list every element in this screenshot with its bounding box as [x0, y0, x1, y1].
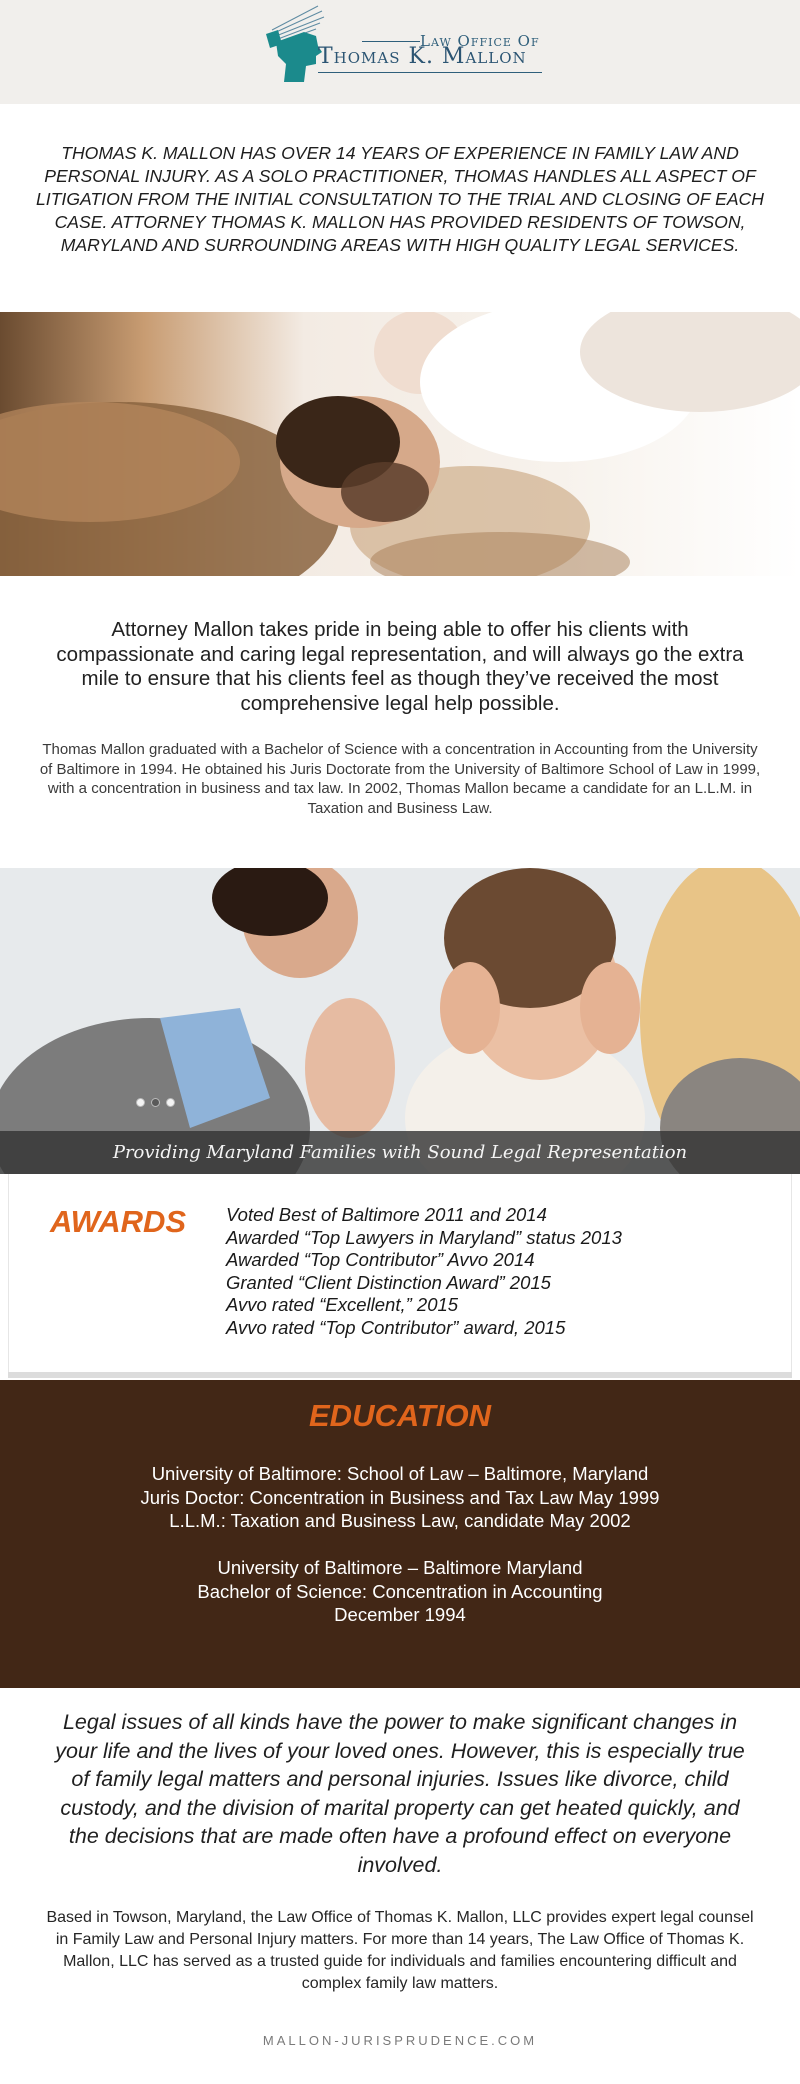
footer-website-link[interactable]: MALLON-JURISPRUDENCE.COM — [262, 2033, 538, 2048]
award-item: Awarded “Top Contributor” Avvo 2014 — [226, 1249, 535, 1270]
closing-body-text: Based in Towson, Maryland, the Law Office of Thomas K. Mallon, LLC provides expert legal counsel in Family Law and Personal Injury matters. For more than 14 years, The Law Office of Thomas K. Mallon, LLC has served as a trusted guide for individuals and families encountering difficult and complex family law matters. — [46, 1909, 754, 1992]
education-line: Bachelor of Science: Concentration in Accounting — [197, 1580, 603, 1602]
slider-dot-1[interactable] — [136, 1098, 145, 1107]
award-item: Avvo rated “Top Contributor” award, 2015 — [226, 1316, 566, 1338]
intro-text: THOMAS K. MALLON HAS OVER 14 YEARS OF EXPERIENCE IN FAMILY LAW AND PERSONAL INJURY. AS A SOLO PRACTITIONER, THOMAS HANDLES ALL ASPECT OF LITIGATION FROM THE INITIAL CONSULTATION TO THE TRIAL AND CLOSING OF EACH CASE. ATTORNEY THOMAS K. MALLON HAS PROVIDED RESIDENTS OF TOWSON, MARYLAND AND SURROUNDING AREAS WITH HIGH QUALITY LEGAL SERVICES. — [36, 143, 764, 255]
slider-dot-3[interactable] — [166, 1098, 175, 1107]
logo-tagline: Law Office Of — [420, 32, 540, 50]
education-line: December 1994 — [334, 1604, 466, 1625]
awards-divider — [8, 1372, 792, 1378]
closing-lead-text: Legal issues of all kinds have the power to make significant changes in your life and the lives of your loved ones. However, this is especially true of family legal matters and personal injuries. Issues like divorce, child custody, and the division of marital property can get heated quickly, and the decisions that are made often have a profound effect on everyone involved. — [55, 1710, 745, 1877]
slider-caption: Providing Maryland Families with Sound Legal Representation — [112, 1142, 688, 1163]
slider-dot-2[interactable] — [151, 1098, 160, 1107]
logo-name: Thomas K. Mallon — [318, 44, 527, 69]
slider-dots — [136, 1098, 180, 1110]
awards-heading: AWARDS — [50, 1204, 187, 1239]
slider-photo-illustration — [0, 868, 800, 1174]
award-item: Granted “Client Distinction Award” 2015 — [226, 1271, 551, 1293]
education-summary-text: Thomas Mallon graduated with a Bachelor of Science with a concentration in Accounting from the University of Baltimore in 1994. He obtained his Juris Doctorate from the University of Baltimore School of Law in 1999, with a concentration in business and tax law. In 2002, Thomas Mallon became a candidate for an L.L.M. in Taxation and Business Law. — [39, 741, 761, 817]
education-law-school — [0, 1462, 800, 1533]
education-line: University of Baltimore – Baltimore Maryland — [217, 1557, 583, 1578]
education-heading: EDUCATION — [309, 1398, 491, 1433]
logo-rule-bottom — [318, 72, 542, 73]
logo-rule-top — [362, 41, 420, 42]
award-item: Awarded “Top Lawyers in Maryland” status 2013 — [226, 1226, 622, 1248]
education-line: L.L.M.: Taxation and Business Law, candidate May 2002 — [169, 1510, 631, 1531]
pride-lead-text: Attorney Mallon takes pride in being able to offer his clients with compassionate and caring legal representation, and will always go the extra mile to ensure that his clients feel as though they’ve received the most comprehensive legal help possible. — [56, 618, 744, 715]
hero-photo-father-baby — [0, 312, 800, 576]
awards-list — [226, 1204, 766, 1339]
education-line: Juris Doctor: Concentration in Business and Tax Law May 1999 — [140, 1486, 660, 1508]
award-item: Voted Best of Baltimore 2011 and 2014 — [226, 1204, 547, 1225]
education-line: University of Baltimore: School of Law – Baltimore, Maryland — [151, 1463, 649, 1484]
education-undergrad — [0, 1556, 800, 1627]
hero-photo-illustration — [0, 312, 800, 576]
header — [0, 0, 800, 104]
award-item: Avvo rated “Excellent,” 2015 — [226, 1294, 459, 1315]
slider-photo-family-argument[interactable] — [0, 868, 800, 1174]
